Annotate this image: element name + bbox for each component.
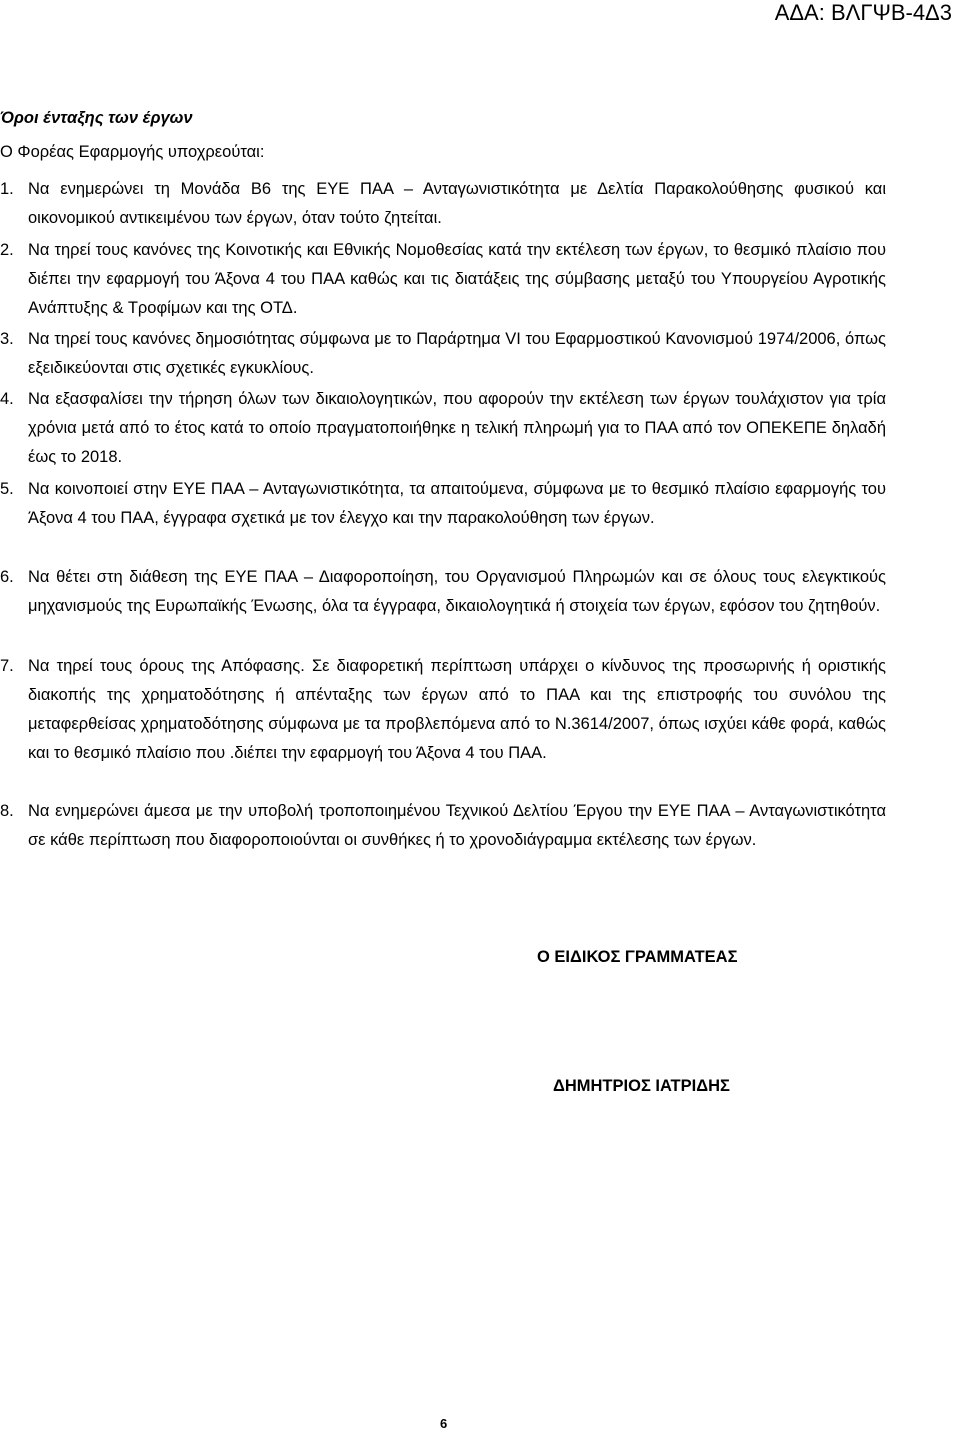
item-number: 8. [0, 802, 14, 820]
item-text: Να τηρεί τους όρους της Απόφασης. Σε διαφορετική περίπτωση υπάρχει ο κίνδυνος της προσωρινής ή οριστικής διακοπής της χρηματοδότησης ή απένταξης των έργων από το ΠΑΑ και της επιστροφής του συνόλου της μεταφερθείσας χρηματοδότησης σύμφωνα με τα προβλεπόμενα από το Ν.3614/2007, όπως ισχύει κάθε φορά, καθώς και το θεσμικό πλαίσιο που .διέπει την εφαρμογή του Άξονα 4 του ΠΑΑ. [28, 657, 886, 762]
list-item-1 [0, 175, 886, 233]
item-text: Να ενημερώνει άμεσα με την υποβολή τροποποιημένου Τεχνικού Δελτίου Έργου την ΕΥΕ ΠΑΑ – Ανταγωνιστικότητα σε κάθε περίπτωση που διαφοροποιούνται οι συνθήκες ή το χρονοδιάγραμμα εκτέλεσης των έργων. [28, 802, 886, 849]
signature-title: Ο ΕΙΔΙΚΟΣ ΓΡΑΜΜΑΤΕΑΣ [537, 948, 738, 966]
list-item-4 [0, 385, 886, 472]
item-number: 6. [0, 568, 14, 586]
item-text: Να θέτει στη διάθεση της ΕΥΕ ΠΑΑ – Διαφοροποίηση, του Οργανισμού Πληρωμών και σε όλους τους ελεγκτικούς μηχανισμούς της Ευρωπαϊκής Ένωσης, όλα τα έγγραφα, δικαιολογητικά ή στοιχεία των έργων, εφόσον του ζητηθούν. [28, 568, 886, 615]
item-number: 5. [0, 480, 14, 498]
signature-name: ΔΗΜΗΤΡΙΟΣ ΙΑΤΡΙΔΗΣ [553, 1077, 730, 1095]
list-item-2 [0, 236, 886, 323]
item-text: Να ενημερώνει τη Μονάδα Β6 της ΕΥΕ ΠΑΑ – Ανταγωνιστικότητα με Δελτία Παρακολούθησης φυσικού και οικονομικού αντικειμένου των έργων, όταν τούτο ζητείται. [28, 180, 886, 227]
page-number: 6 [440, 1416, 448, 1431]
list-item-3 [0, 325, 886, 383]
item-number: 2. [0, 241, 14, 259]
list-item-7 [0, 652, 886, 768]
item-text: Να τηρεί τους κανόνες της Κοινοτικής και Εθνικής Νομοθεσίας κατά την εκτέλεση των έργων, το θεσμικό πλαίσιο που διέπει την εφαρμογή του Άξονα 4 του ΠΑΑ καθώς και τις διατάξεις της σύμβασης μεταξύ του Υπουργείου Αγροτικής Ανάπτυξης & Τροφίμων και της ΟΤΔ. [28, 241, 886, 317]
section-heading: Όροι ένταξης των έργων [0, 109, 193, 127]
item-text: Να τηρεί τους κανόνες δημοσιότητας σύμφωνα με το Παράρτημα VI του Εφαρμοστικού Κανονισμού 1974/2006, όπως εξειδικεύονται στις σχετικές εγκυκλίους. [28, 330, 886, 377]
list-item-5 [0, 475, 886, 533]
item-number: 3. [0, 330, 14, 348]
item-number: 7. [0, 657, 14, 675]
list-item-6 [0, 563, 886, 621]
item-number: 4. [0, 390, 14, 408]
item-number: 1. [0, 180, 14, 198]
item-text: Να εξασφαλίσει την τήρηση όλων των δικαιολογητικών, που αφορούν την εκτέλεση των έργων τουλάχιστον για τρία χρόνια μετά από το έτος κατά το οποίο πραγματοποιήθηκε η τελική πληρωμή για το ΠΑΑ από τον ΟΠΕΚΕΠΕ δηλαδή έως το 2018. [28, 390, 886, 466]
item-text: Να κοινοποιεί στην ΕΥΕ ΠΑΑ – Ανταγωνιστικότητα, τα απαιτούμενα, σύμφωνα με το θεσμικό πλαίσιο εφαρμογής του Άξονα 4 του ΠΑΑ, έγγραφα σχετικά με τον έλεγχο και την παρακολούθηση των έργων. [28, 480, 886, 527]
list-item-8 [0, 797, 886, 855]
intro-text: Ο Φορέας Εφαρμογής υποχρεούται: [0, 143, 265, 161]
ada-code: ΑΔΑ: ΒΛΓΨΒ-4Δ3 [774, 0, 952, 25]
